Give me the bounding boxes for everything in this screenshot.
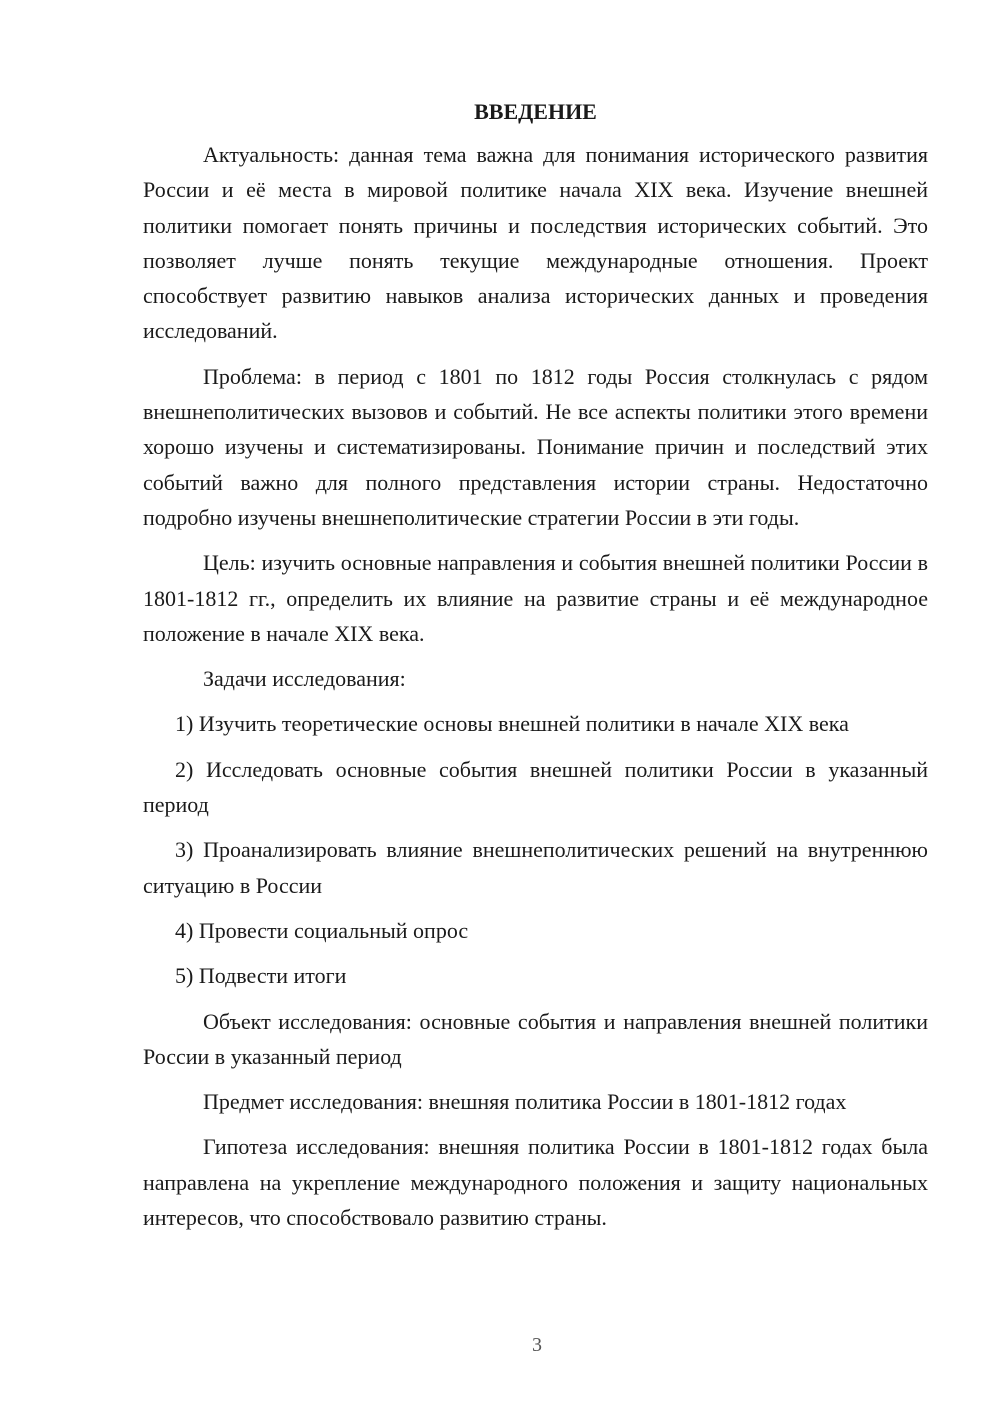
task-item-5: 5) Подвести итоги [175,963,347,989]
page-number: 3 [532,1334,542,1356]
task-item-4: 4) Провести социальный опрос [175,917,469,943]
tasks-heading: Задачи исследования: [203,666,406,692]
paragraph-object: Объект исследования: основные события и направления внешней политики России в указанный период [143,1008,928,1069]
paragraph-goal: Цель: изучить основные направления и события внешней политики России в 1801-1812 гг., определить их влияние на развитие страны и её международное положение в начале XIX века. [143,550,928,646]
paragraph-relevance: Актуальность: данная тема важна для понимания исторического развития России и её места в мировой политике начала XIX века. Изучение внешней политики помогает понять причины и последствия исторических событий. Это позволяет лучше понять текущие международные отношения. Проект способствует развитию навыков анализа исторических данных и проведения исследований. [143,142,928,344]
task-item-1: 1) Изучить теоретические основы внешней политики в начале XIX века [175,711,849,737]
paragraph-hypothesis: Гипотеза исследования: внешняя политика России в 1801-1812 годах была направлена на укрепление международного положения и защиту национальных интересов, что способствовало развитию страны. [143,1134,928,1231]
page-title: ВВЕДЕНИЕ [474,99,597,124]
task-item-2: 2) Исследовать основные события внешней политики России в указанный период [143,756,928,818]
paragraph-problem: Проблема: в период с 1801 по 1812 годы Россия столкнулась с рядом внешнеполитических вызовов и событий. Не все аспекты политики этого времени хорошо изучены и систематизированы. Понимание причин и последствий этих событий важно для полного представления истории страны. Недостаточно подробно изучены внешнеполитические стратегии России в эти годы. [143,363,928,530]
paragraph-subject: Предмет исследования: внешняя политика России в 1801-1812 годах [203,1089,847,1115]
task-item-3: 3) Проанализировать влияние внешнеполитических решений на внутреннюю ситуацию в России [143,837,928,898]
page-content [143,96,928,1245]
